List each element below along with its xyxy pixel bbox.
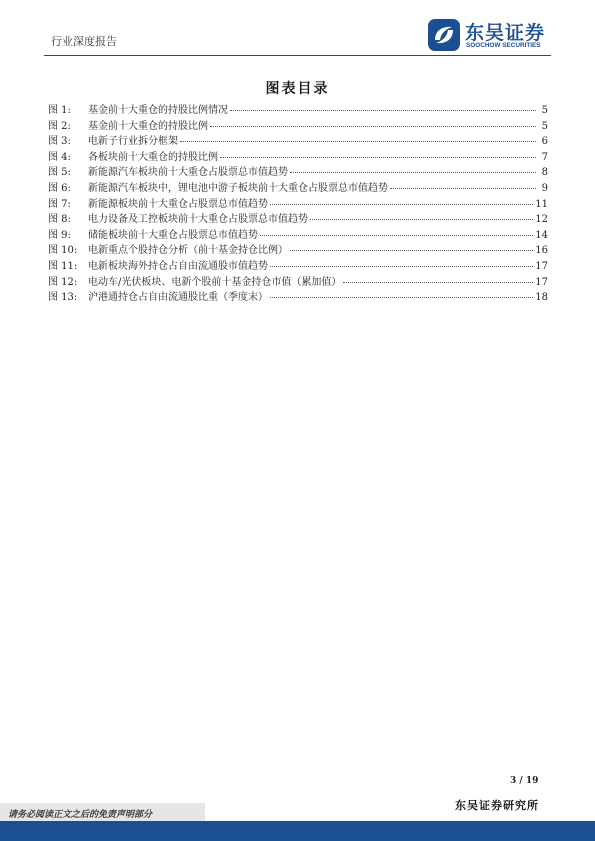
logo-name-en: SOOCHOW SECURITIES xyxy=(466,42,541,49)
toc-entry-label: 图 12: xyxy=(48,276,78,288)
toc-row[interactable] xyxy=(48,103,548,119)
toc-row[interactable] xyxy=(48,134,548,150)
toc-entry-label: 图 6: xyxy=(48,182,71,194)
toc-entry-text: 各板块前十大重仓的持股比例 xyxy=(88,151,218,163)
toc-leader-dots xyxy=(260,235,533,236)
toc-entry-page: 18 xyxy=(535,292,548,304)
toc-entry-text: 新能源汽车板块中，锂电池中游子板块前十大重仓占股票总市值趋势 xyxy=(88,182,388,194)
toc-row[interactable] xyxy=(48,181,548,197)
toc-entry-text: 基金前十大重仓的持股比例 xyxy=(88,120,208,132)
footer-org-name: 东吴证券研究所 xyxy=(455,799,539,812)
toc-leader-dots xyxy=(270,297,533,298)
toc-entry-text: 电动车/光伏板块、电新个股前十基金持仓市值（累加值） xyxy=(88,276,342,288)
toc-entry-page: 7 xyxy=(541,151,548,163)
soochow-logo-mark-icon xyxy=(427,18,461,52)
toc-entry-text: 基金前十大重仓的持股比例情况 xyxy=(88,105,228,116)
toc-leader-dots xyxy=(220,157,536,158)
toc-entry-label: 图 8: xyxy=(48,214,71,226)
toc-entry-label: 图 4: xyxy=(48,151,71,163)
header-divider xyxy=(44,55,551,56)
toc-row[interactable] xyxy=(48,259,548,275)
toc-entry-page: 16 xyxy=(535,245,548,257)
toc-row[interactable] xyxy=(48,165,548,181)
toc-entry-text: 沪港通持仓占自由流通股比重（季度末） xyxy=(88,292,268,304)
toc-entry-text: 电新重点个股持仓分析（前十基金持仓比例） xyxy=(88,245,288,257)
toc-leader-dots xyxy=(270,266,533,267)
toc-row[interactable] xyxy=(48,290,548,306)
report-category: 行业深度报告 xyxy=(51,35,117,48)
toc-row[interactable] xyxy=(48,275,548,291)
toc-row[interactable] xyxy=(48,150,548,166)
toc-leader-dots xyxy=(290,172,536,173)
toc-entry-page: 5 xyxy=(541,120,548,132)
toc-row[interactable] xyxy=(48,119,548,135)
toc-entry-page: 6 xyxy=(541,136,548,148)
logo-name-cn: 东吴证券 xyxy=(465,22,546,44)
toc-entry-label: 图 9: xyxy=(48,229,71,241)
toc-entry-label: 图 1: xyxy=(48,105,71,116)
toc-list xyxy=(48,103,548,306)
toc-leader-dots xyxy=(390,188,536,189)
toc-entry-label: 图 13: xyxy=(48,292,78,304)
page-number: 3 / 19 xyxy=(510,776,539,786)
toc-entry-label: 图 11: xyxy=(48,260,78,272)
toc-entry-label: 图 7: xyxy=(48,198,71,210)
toc-leader-dots xyxy=(270,204,533,205)
toc-entry-page: 9 xyxy=(541,182,548,194)
toc-row[interactable] xyxy=(48,197,548,213)
toc-entry-page: 12 xyxy=(535,214,548,226)
toc-entry-text: 电新子行业拆分框架 xyxy=(88,136,178,148)
toc-entry-label: 图 10: xyxy=(48,245,78,257)
toc-entry-page: 17 xyxy=(535,276,548,288)
toc-entry-text: 新能源汽车板块前十大重仓占股票总市值趋势 xyxy=(88,167,288,179)
toc-entry-page: 11 xyxy=(535,198,548,210)
toc-leader-dots xyxy=(180,141,536,142)
toc-entry-text: 电力设备及工控板块前十大重仓占股票总市值趋势 xyxy=(88,214,308,226)
footer-bar xyxy=(0,821,595,841)
toc-entry-page: 5 xyxy=(541,105,548,116)
toc-entry-text: 储能板块前十大重仓占股票总市值趋势 xyxy=(88,229,258,241)
toc-entry-page: 14 xyxy=(535,229,548,241)
toc-leader-dots xyxy=(230,110,536,111)
toc-entry-page: 8 xyxy=(541,167,548,179)
toc-leader-dots xyxy=(310,219,533,220)
toc-entry-label: 图 3: xyxy=(48,136,71,148)
toc-row[interactable] xyxy=(48,228,548,244)
toc-leader-dots xyxy=(210,126,536,127)
company-logo xyxy=(427,18,557,52)
toc-leader-dots xyxy=(343,282,533,283)
toc-row[interactable] xyxy=(48,243,548,259)
toc-entry-label: 图 5: xyxy=(48,167,71,179)
toc-title: 图表目录 xyxy=(265,81,330,97)
toc-leader-dots xyxy=(290,250,533,251)
toc-row[interactable] xyxy=(48,212,548,228)
toc-entry-label: 图 2: xyxy=(48,120,71,132)
footer-disclaimer: 请务必阅读正文之后的免责声明部分 xyxy=(8,810,153,820)
toc-entry-text: 新能源板块前十大重仓占股票总市值趋势 xyxy=(88,198,268,210)
toc-entry-text: 电新板块海外持仓占自由流通股市值趋势 xyxy=(88,260,268,272)
toc-entry-page: 17 xyxy=(535,260,548,272)
